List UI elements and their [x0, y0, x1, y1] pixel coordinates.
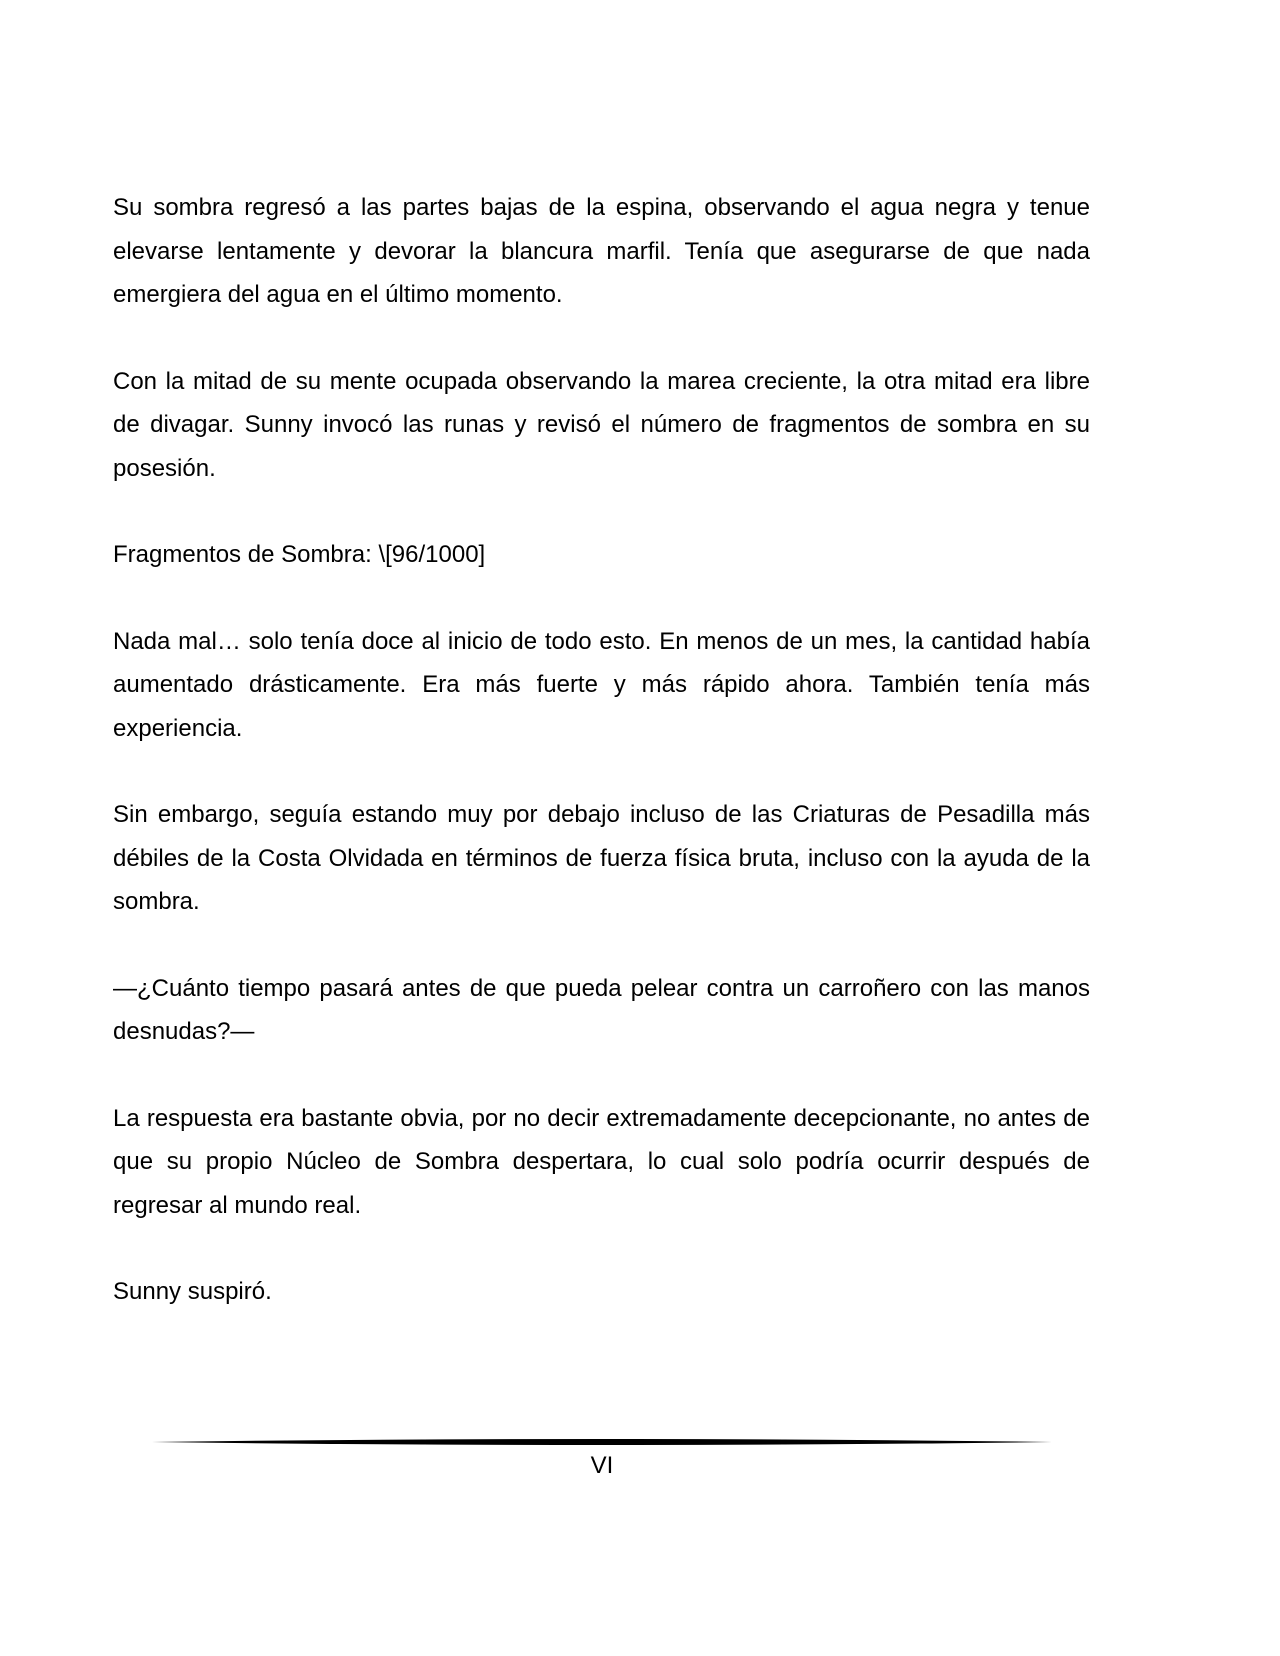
paragraph-1: Su sombra regresó a las partes bajas de la espina, observando el agua negra y tenue elevarse lentamente y devorar la blancura marfil. Tenía que asegurarse de que nada emergiera del agua en el último momento.	[113, 194, 1090, 308]
paragraph-7: La respuesta era bastante obvia, por no decir extremadamente decepcionante, no antes de que su propio Núcleo de Sombra despertara, lo cual solo podría ocurrir después de regresar al mundo real.	[113, 1104, 1090, 1219]
page-number: VI	[590, 1452, 614, 1479]
footer-divider	[152, 1436, 1052, 1448]
shadow-fragments-counter: Fragmentos de Sombra: \[96/1000]	[113, 541, 486, 568]
dialogue-line: —¿Cuánto tiempo pasará antes de que pueda pelear contra un carroñero con las manos desnudas?—	[113, 974, 1090, 1045]
paragraph-8: Sunny suspiró.	[113, 1278, 272, 1305]
paragraph-4: Nada mal… solo tenía doce al inicio de todo esto. En menos de un mes, la cantidad había aumentado drásticamente. Era más fuerte y más rápido ahora. También tenía más experiencia.	[113, 627, 1090, 742]
paragraph-5: Sin embargo, seguía estando muy por debajo incluso de las Criaturas de Pesadilla más débiles de la Costa Olvidada en términos de fuerza física bruta, incluso con la ayuda de la sombra.	[113, 801, 1090, 915]
paragraph-2: Con la mitad de su mente ocupada observando la marea creciente, la otra mitad era libre de divagar. Sunny invocó las runas y revisó el número de fragmentos de sombra en su posesión.	[113, 367, 1090, 482]
page-body	[113, 186, 1090, 1357]
